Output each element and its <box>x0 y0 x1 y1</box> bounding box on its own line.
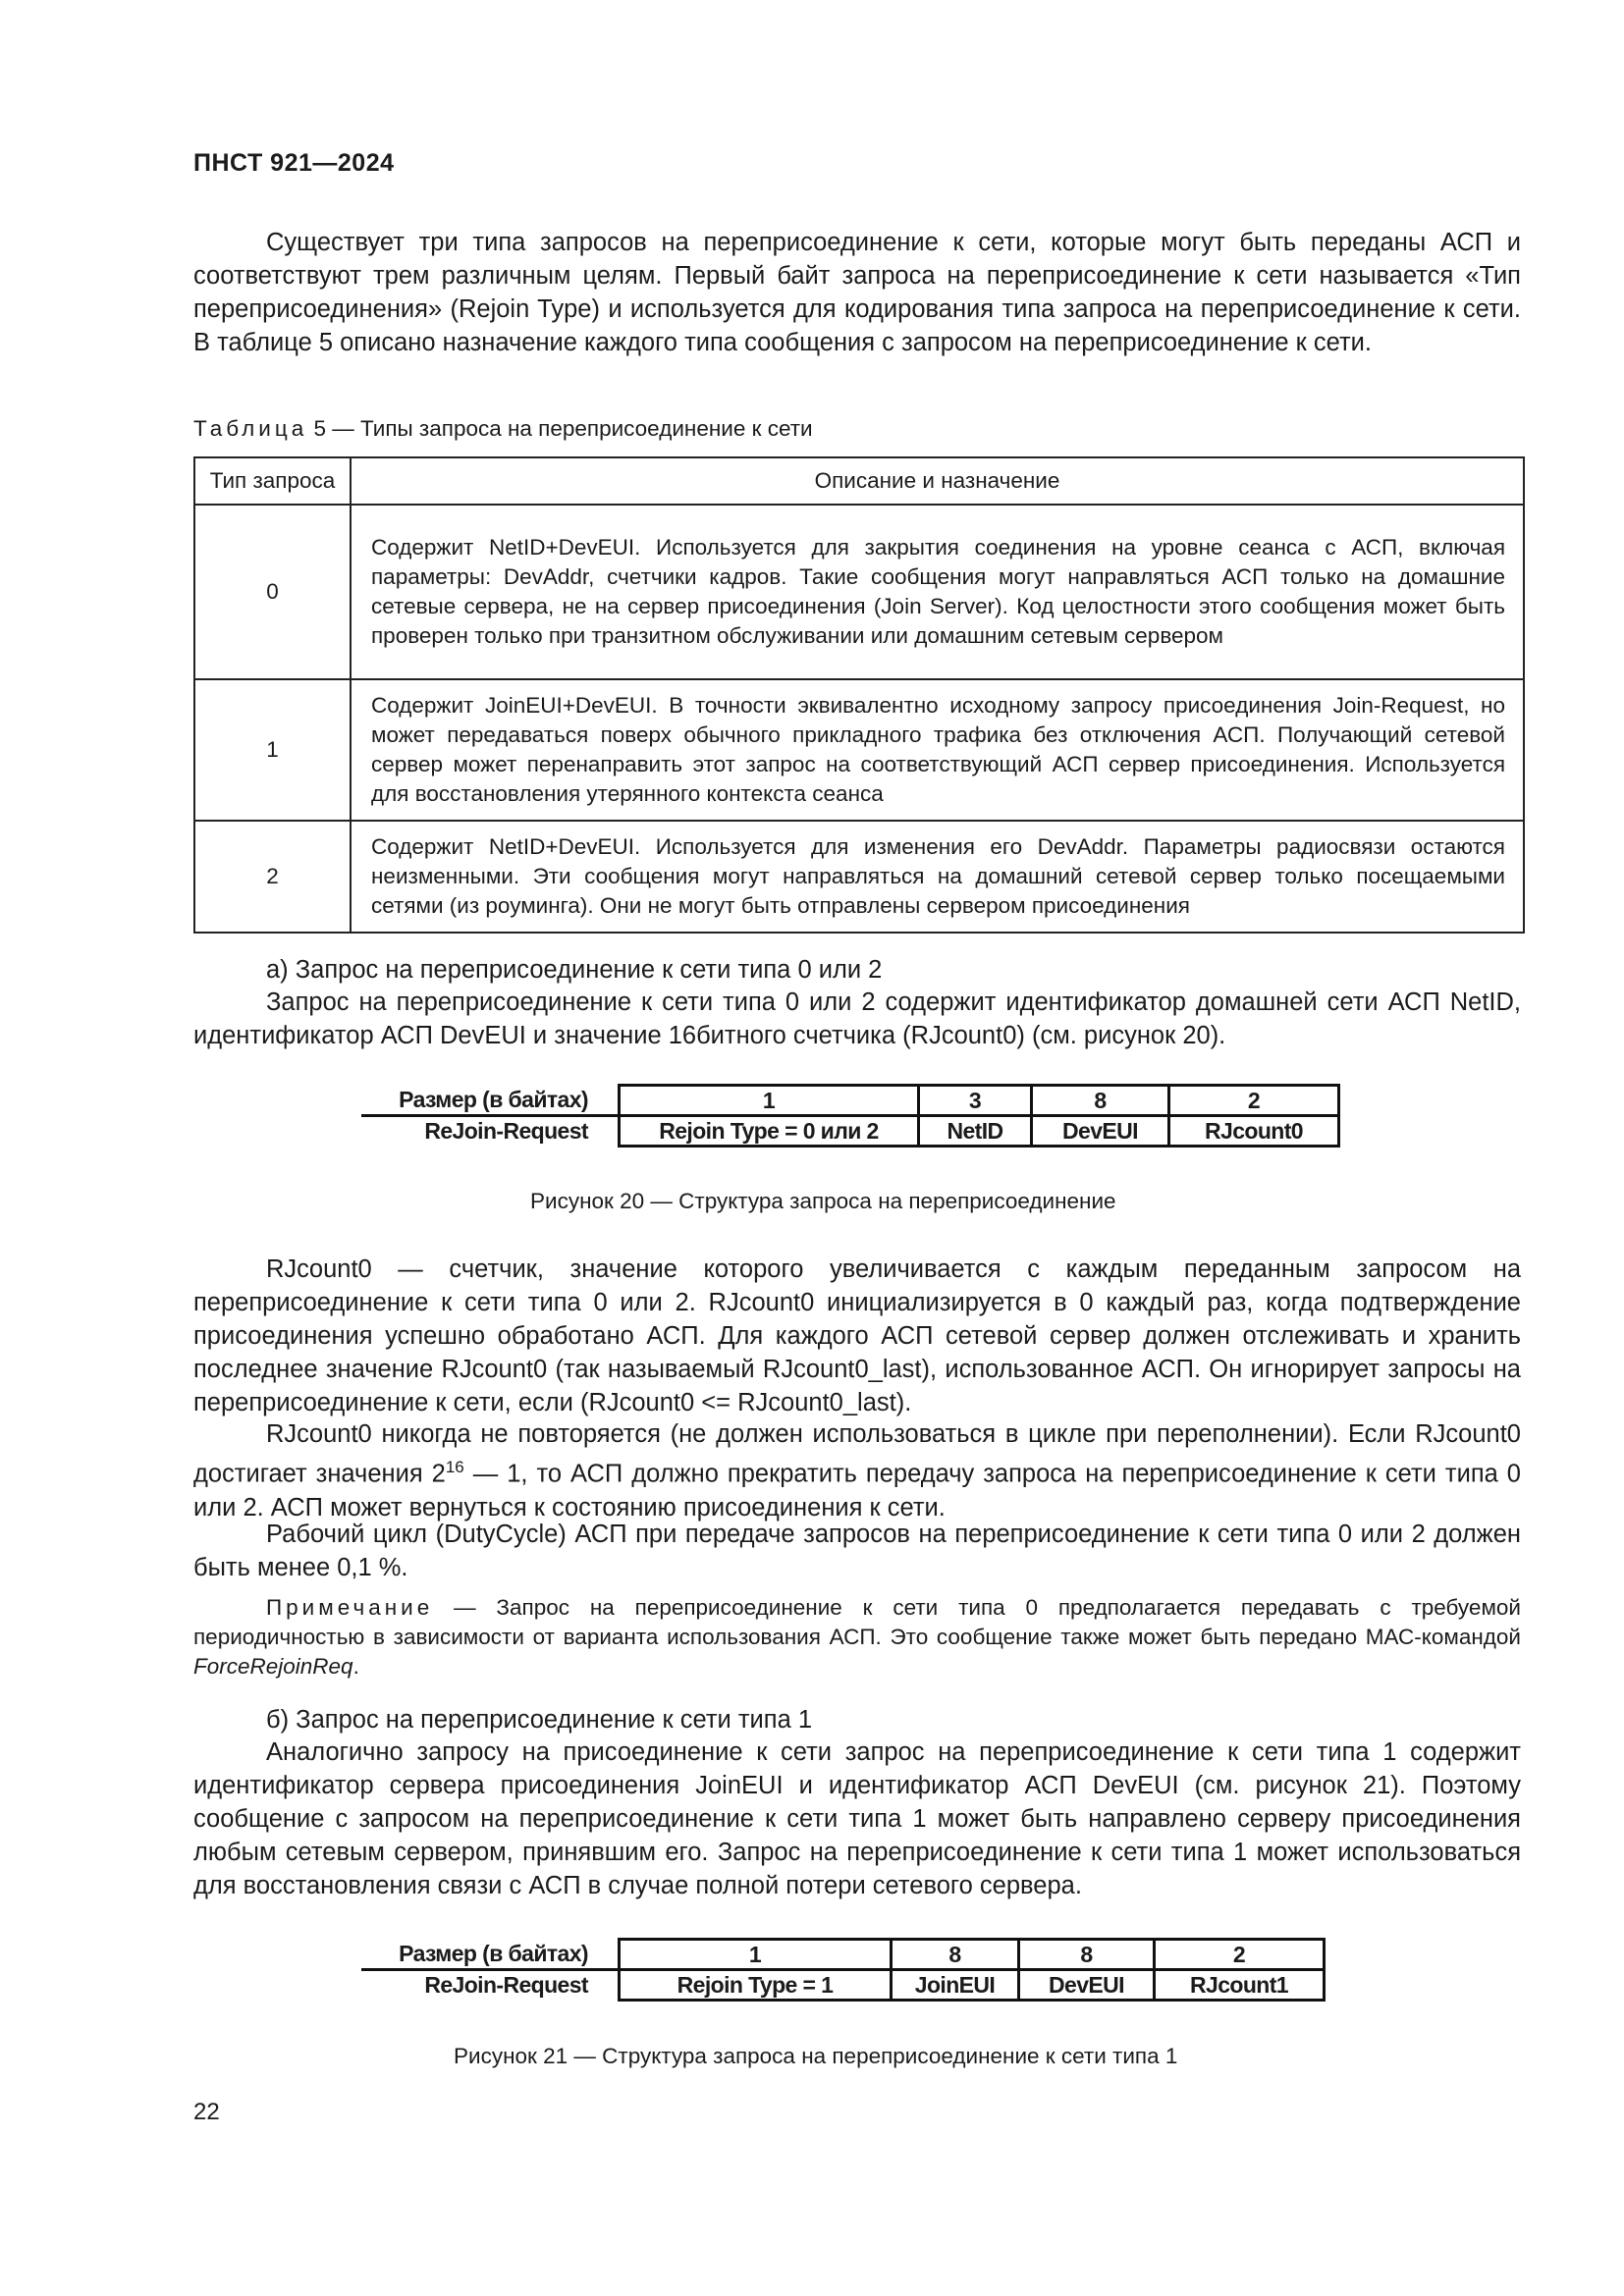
type-cell: 2 <box>194 821 351 933</box>
field-cell: NetID <box>919 1116 1032 1147</box>
message-name-label: ReJoin-Request <box>424 1118 588 1145</box>
size-cell: 2 <box>1169 1086 1339 1116</box>
size-cell: 1 <box>620 1086 919 1116</box>
size-cell: 8 <box>1032 1086 1169 1116</box>
field-cell: Rejoin Type = 1 <box>620 1970 892 2001</box>
figure-21-structure <box>361 1938 1326 2002</box>
section-a-text: Запрос на переприсоединение к сети типа 0 или 2 содержит идентификатор домашней сети АСП NetID, идентификатор АСП DevEUI и значение 16битного счетчика (RJcount0) (см. рисунок 20). <box>193 988 1521 1049</box>
table-5-caption <box>193 416 813 442</box>
figure-size-row <box>361 1940 1325 1970</box>
description-cell: Содержит NetID+DevEUI. Используется для закрытия соединения на уровне сеанса с АСП, включая параметры: DevAddr, счетчики кадров. Такие сообщения могут направляться АСП только на домашние сетевые сервера, не на сервер присоединения (Join Server). Код целостности этого сообщения может быть проверен только при транзитном обслуживании или домашним сетевым сервером <box>351 505 1524 679</box>
column-header-type: Тип запроса <box>194 457 351 505</box>
intro-paragraph: Существует три типа запросов на переприсоединение к сети, которые могут быть переданы АСП и соответствуют трем различным целям. Первый байт запроса на переприсоединение к сети называется «Тип переприсоединения» (Rejoin Type) и используется для кодирования типа запроса на переприсоединение к сети. В таблице 5 описано назначение каждого типа сообщения с запросом на переприсоединение к сети. <box>193 229 1521 356</box>
size-label: Размер (в байтах) <box>361 1086 620 1116</box>
field-cell: DevEUI <box>1032 1116 1169 1147</box>
table-header-row <box>194 457 1524 505</box>
field-cell: JoinEUI <box>892 1970 1019 2001</box>
section-b-text: Аналогично запросу на присоединение к сети запрос на переприсоединение к сети типа 1 содержит идентификатор сервера присоединения JoinEUI и идентификатор АСП DevEUI (см. рисунок 21). Поэтому сообщение с запросом на переприсоединение к сети типа 1 может быть направлено серверу присоединения любым сетевым сервером, принявшим его. Запрос на переприсоединение к сети типа 1 может использоваться для восстановления связи с АСП в случае полной потери сетевого сервера. <box>193 1738 1521 1899</box>
type-cell: 0 <box>194 505 351 679</box>
table-caption-text: 5 — Типы запроса на переприсоединение к сети <box>307 416 813 441</box>
size-cell: 2 <box>1155 1940 1325 1970</box>
table-5 <box>193 456 1525 934</box>
table-row <box>194 679 1524 821</box>
figure-20-caption: Рисунок 20 — Структура запроса на переприсоединение <box>530 1189 1116 1213</box>
section-b-item: б) Запрос на переприсоединение к сети типа 1 <box>266 1706 813 1734</box>
table-row <box>194 505 1524 679</box>
size-cell: 3 <box>919 1086 1032 1116</box>
rjcount-exponent: 16 <box>445 1458 464 1476</box>
figure-size-row <box>361 1086 1339 1116</box>
rjcount-paragraph-2 <box>193 1417 1521 1524</box>
field-cell: Rejoin Type = 0 или 2 <box>620 1116 919 1147</box>
note-paragraph <box>193 1593 1521 1682</box>
description-cell: Содержит JoinEUI+DevEUI. В точности эквивалентно исходному запросу присоединения Join-Request, но может передаваться поверх обычного прикладного трафика без отключения АСП. Получающий сетевой сервер может перенаправить этот запрос на соответствующий АСП сервер присоединения. Используется для восстановления утерянного контекста сеанса <box>351 679 1524 821</box>
table-row <box>194 821 1524 933</box>
rjcount-paragraph-1: RJcount0 — счетчик, значение которого увеличивается с каждым переданным запросом на переприсоединение к сети типа 0 или 2. RJcount0 инициализируется в 0 каждый раз, когда подтверждение присоединения успешно обработано АСП. Для каждого АСП сетевой сервер должен отслеживать и хранить последнее значение RJcount0 (так называемый RJcount0_last), использованное АСП. Он игнорирует запросы на переприсоединение к сети, если (RJcount0 <= RJcount0_last). <box>193 1255 1521 1416</box>
duty-cycle-paragraph: Рабочий цикл (DutyCycle) АСП при передаче запросов на переприсоединение к сети типа 0 или 2 должен быть менее 0,1 %. <box>193 1521 1521 1581</box>
size-label: Размер (в байтах) <box>361 1940 620 1970</box>
field-cell: RJcount1 <box>1155 1970 1325 2001</box>
size-cell: 8 <box>892 1940 1019 1970</box>
figure-21-caption: Рисунок 21 — Структура запроса на переприсоединение к сети типа 1 <box>454 2044 1178 2068</box>
size-cell: 8 <box>1019 1940 1155 1970</box>
type-cell: 1 <box>194 679 351 821</box>
message-name-label: ReJoin-Request <box>424 1972 588 1999</box>
note-text: — Запрос на переприсоединение к сети типа 0 предполагается передавать с требуемой периодичностью в зависимости от варианта использования АСП. Это сообщение также может быть передано МАС-командой <box>193 1595 1521 1649</box>
page-number: 22 <box>193 2099 220 2125</box>
table-caption-label: Таблица <box>193 416 308 441</box>
column-header-description: Описание и назначение <box>351 457 1524 505</box>
note-end: . <box>352 1654 359 1679</box>
figure-field-row <box>361 1116 1339 1147</box>
note-label: Примечание <box>266 1595 434 1620</box>
figure-field-row <box>361 1970 1325 2001</box>
size-cell: 1 <box>620 1940 892 1970</box>
document-header: ПНСТ 921—2024 <box>193 149 395 177</box>
figure-20-structure <box>361 1084 1340 1148</box>
rjcount-text-before: RJcount0 никогда не повторяется (не должен использоваться в цикле при переполнении). Если RJcount0 достигает значения 2 <box>193 1420 1521 1488</box>
field-cell: DevEUI <box>1019 1970 1155 2001</box>
note-command: ForceRejoinReq <box>193 1654 353 1679</box>
field-cell: RJcount0 <box>1169 1116 1339 1147</box>
rjcount-text-after: — 1, то АСП должно прекратить передачу запроса на переприсоединение к сети типа 0 или 2. АСП может вернуться к состоянию присоединения к сети. <box>193 1460 1521 1522</box>
description-cell: Содержит NetID+DevEUI. Используется для изменения его DevAddr. Параметры радиосвязи остаются неизменными. Эти сообщения могут направляться на домашний сетевой сервер только посещаемыми сетями (из роуминга). Они не могут быть отправлены сервером присоединения <box>351 821 1524 933</box>
section-a-item: а) Запрос на переприсоединение к сети типа 0 или 2 <box>266 956 883 984</box>
